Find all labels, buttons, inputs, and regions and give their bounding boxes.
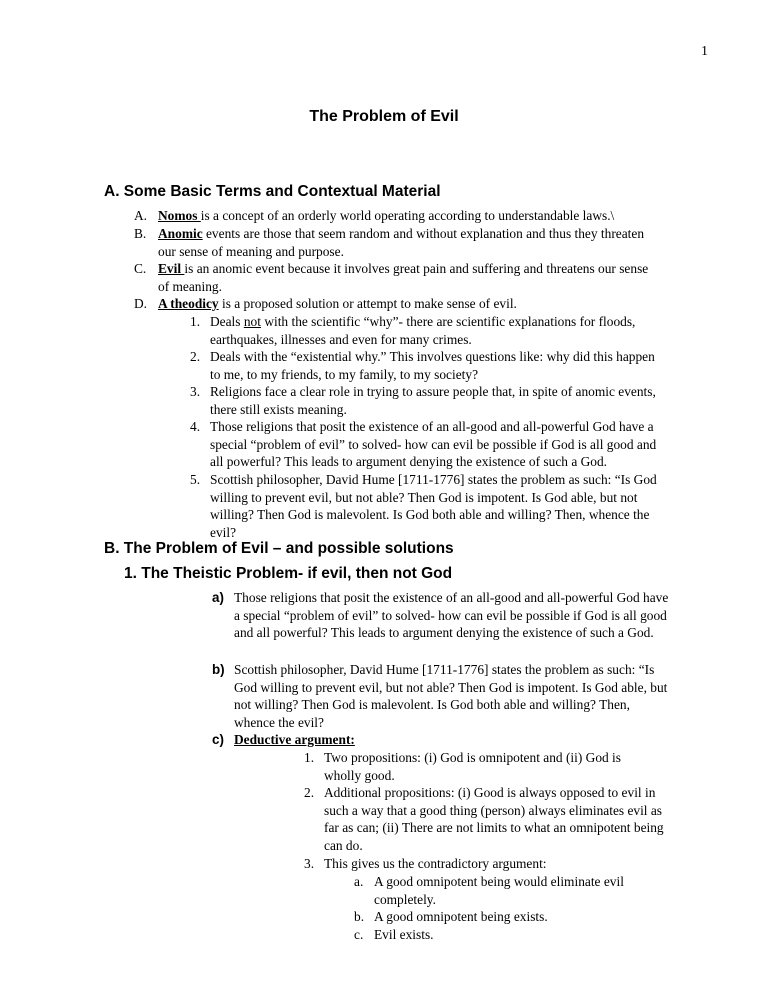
list-item-text: Deals with the “existential why.” This involves questions like: why did this happen to me, to my friends, to my family, to my society? — [210, 349, 655, 382]
list-item-b — [134, 225, 650, 260]
list-item-text: Scottish philosopher, David Hume [1711-1776] states the problem as such: “Is God willing to prevent evil, but not able? Then God is impotent. Is God able, but not willing? Then God is malevolent. Is God both able and willing? Then, whence the evil? — [210, 472, 657, 540]
definition-text: events are those that seem random and without explanation and thus they threaten our sense of meaning and purpose. — [158, 226, 645, 259]
definition-text: is a proposed solution or attempt to make sense of evil. — [218, 296, 517, 311]
list-item-text: Two propositions: (i) God is omnipotent and (ii) God is wholly good. — [324, 750, 621, 783]
theistic-item-a — [212, 589, 674, 642]
page-number: 1 — [701, 44, 708, 59]
term-anomic: Anomic — [158, 226, 203, 241]
term-nomos: Nomos — [158, 208, 201, 223]
section-b-heading: B. The Problem of Evil – and possible solutions — [104, 540, 454, 557]
list-item-text: A good omnipotent being would eliminate evil completely. — [374, 874, 624, 907]
theodicy-point-1 — [190, 313, 660, 348]
list-item-text: Those religions that posit the existence of an all-good and all-powerful God have a special “problem of evil” to solved- how can evil be possible if God is all good and all powerful? This leads to argument denying the existence of such a God. — [210, 419, 657, 469]
theodicy-point-4 — [190, 418, 662, 471]
list-marker: a) — [212, 590, 224, 605]
list-item-text — [158, 207, 718, 225]
deductive-argument-label: Deductive argument: — [234, 732, 355, 747]
list-marker: 3. — [190, 384, 201, 399]
contradictory-point-a — [354, 873, 659, 908]
theodicy-point-5 — [190, 471, 668, 541]
text-fragment: Deals — [210, 314, 244, 329]
list-item-text: This gives us the contradictory argument: — [324, 856, 547, 871]
list-item-text: Scottish philosopher, David Hume [1711-1776] states the problem as such: “Is God willing to prevent evil, but not able? Then God is impotent. Is God able, but not willing? Then God is malevolent. Is God both able and willing? Then, whence the evil? — [234, 662, 668, 730]
list-item-text — [158, 225, 650, 260]
theodicy-point-2 — [190, 348, 660, 383]
list-marker: C. — [134, 261, 147, 276]
list-item-text: Evil exists. — [374, 927, 434, 942]
list-item-c — [134, 260, 650, 295]
list-marker: 1. — [304, 750, 315, 765]
list-marker: c. — [354, 927, 364, 942]
list-item-text: A good omnipotent being exists. — [374, 909, 548, 924]
definition-text: is an anomic event because it involves great pain and suffering and threatens our sense of meaning. — [158, 261, 649, 294]
list-item-text — [210, 313, 660, 348]
list-item-text: Those religions that posit the existence of an all-good and all-powerful God have a special “problem of evil” to solved- how can evil be possible if God is all good and all powerful? This leads to argument denying the existence of such a God. — [234, 590, 669, 640]
list-marker: b. — [354, 909, 365, 924]
list-marker: D. — [134, 296, 148, 311]
list-marker: 4. — [190, 419, 201, 434]
list-item-text — [158, 260, 650, 295]
list-marker: 3. — [304, 856, 315, 871]
theistic-item-c — [212, 731, 674, 749]
deductive-point-3 — [304, 855, 664, 873]
emphasis-not: not — [243, 314, 261, 329]
contradictory-point-b — [354, 908, 659, 926]
list-marker: 2. — [190, 349, 201, 364]
term-evil: Evil — [158, 261, 185, 276]
definition-text: is a concept of an orderly world operating according to understandable laws.\ — [200, 208, 615, 223]
theistic-item-b — [212, 661, 674, 731]
term-theodicy: A theodicy — [158, 296, 219, 311]
deductive-point-1 — [304, 749, 654, 784]
list-item-text — [158, 295, 718, 313]
list-marker: b) — [212, 662, 225, 677]
list-marker: c) — [212, 732, 224, 747]
section-b-subheading: 1. The Theistic Problem- if evil, then not God — [124, 565, 453, 582]
deductive-point-2 — [304, 784, 664, 854]
text-fragment: with the scientific “why”- there are scientific explanations for floods, earthquakes, illnesses and even for many crimes. — [210, 314, 636, 347]
document-title: The Problem of Evil — [309, 108, 459, 125]
list-item-text: Additional propositions: (i) Good is always opposed to evil in such a way that a good thing (person) always eliminates evil as far as can; (ii) There are not limits to what an omnipotent being can do. — [324, 785, 664, 853]
list-marker: a. — [354, 874, 364, 889]
list-item-d — [134, 295, 718, 313]
list-marker: 1. — [190, 314, 201, 329]
list-marker: B. — [134, 226, 147, 241]
list-marker: A. — [134, 208, 148, 223]
list-marker: 2. — [304, 785, 315, 800]
list-marker: 5. — [190, 472, 201, 487]
list-item-a — [134, 207, 718, 225]
theodicy-point-3 — [190, 383, 660, 418]
list-item-text: Religions face a clear role in trying to assure people that, in spite of anomic events, there still exists meaning. — [210, 384, 656, 417]
contradictory-point-c — [354, 926, 659, 944]
section-a-heading: A. Some Basic Terms and Contextual Material — [104, 183, 441, 200]
